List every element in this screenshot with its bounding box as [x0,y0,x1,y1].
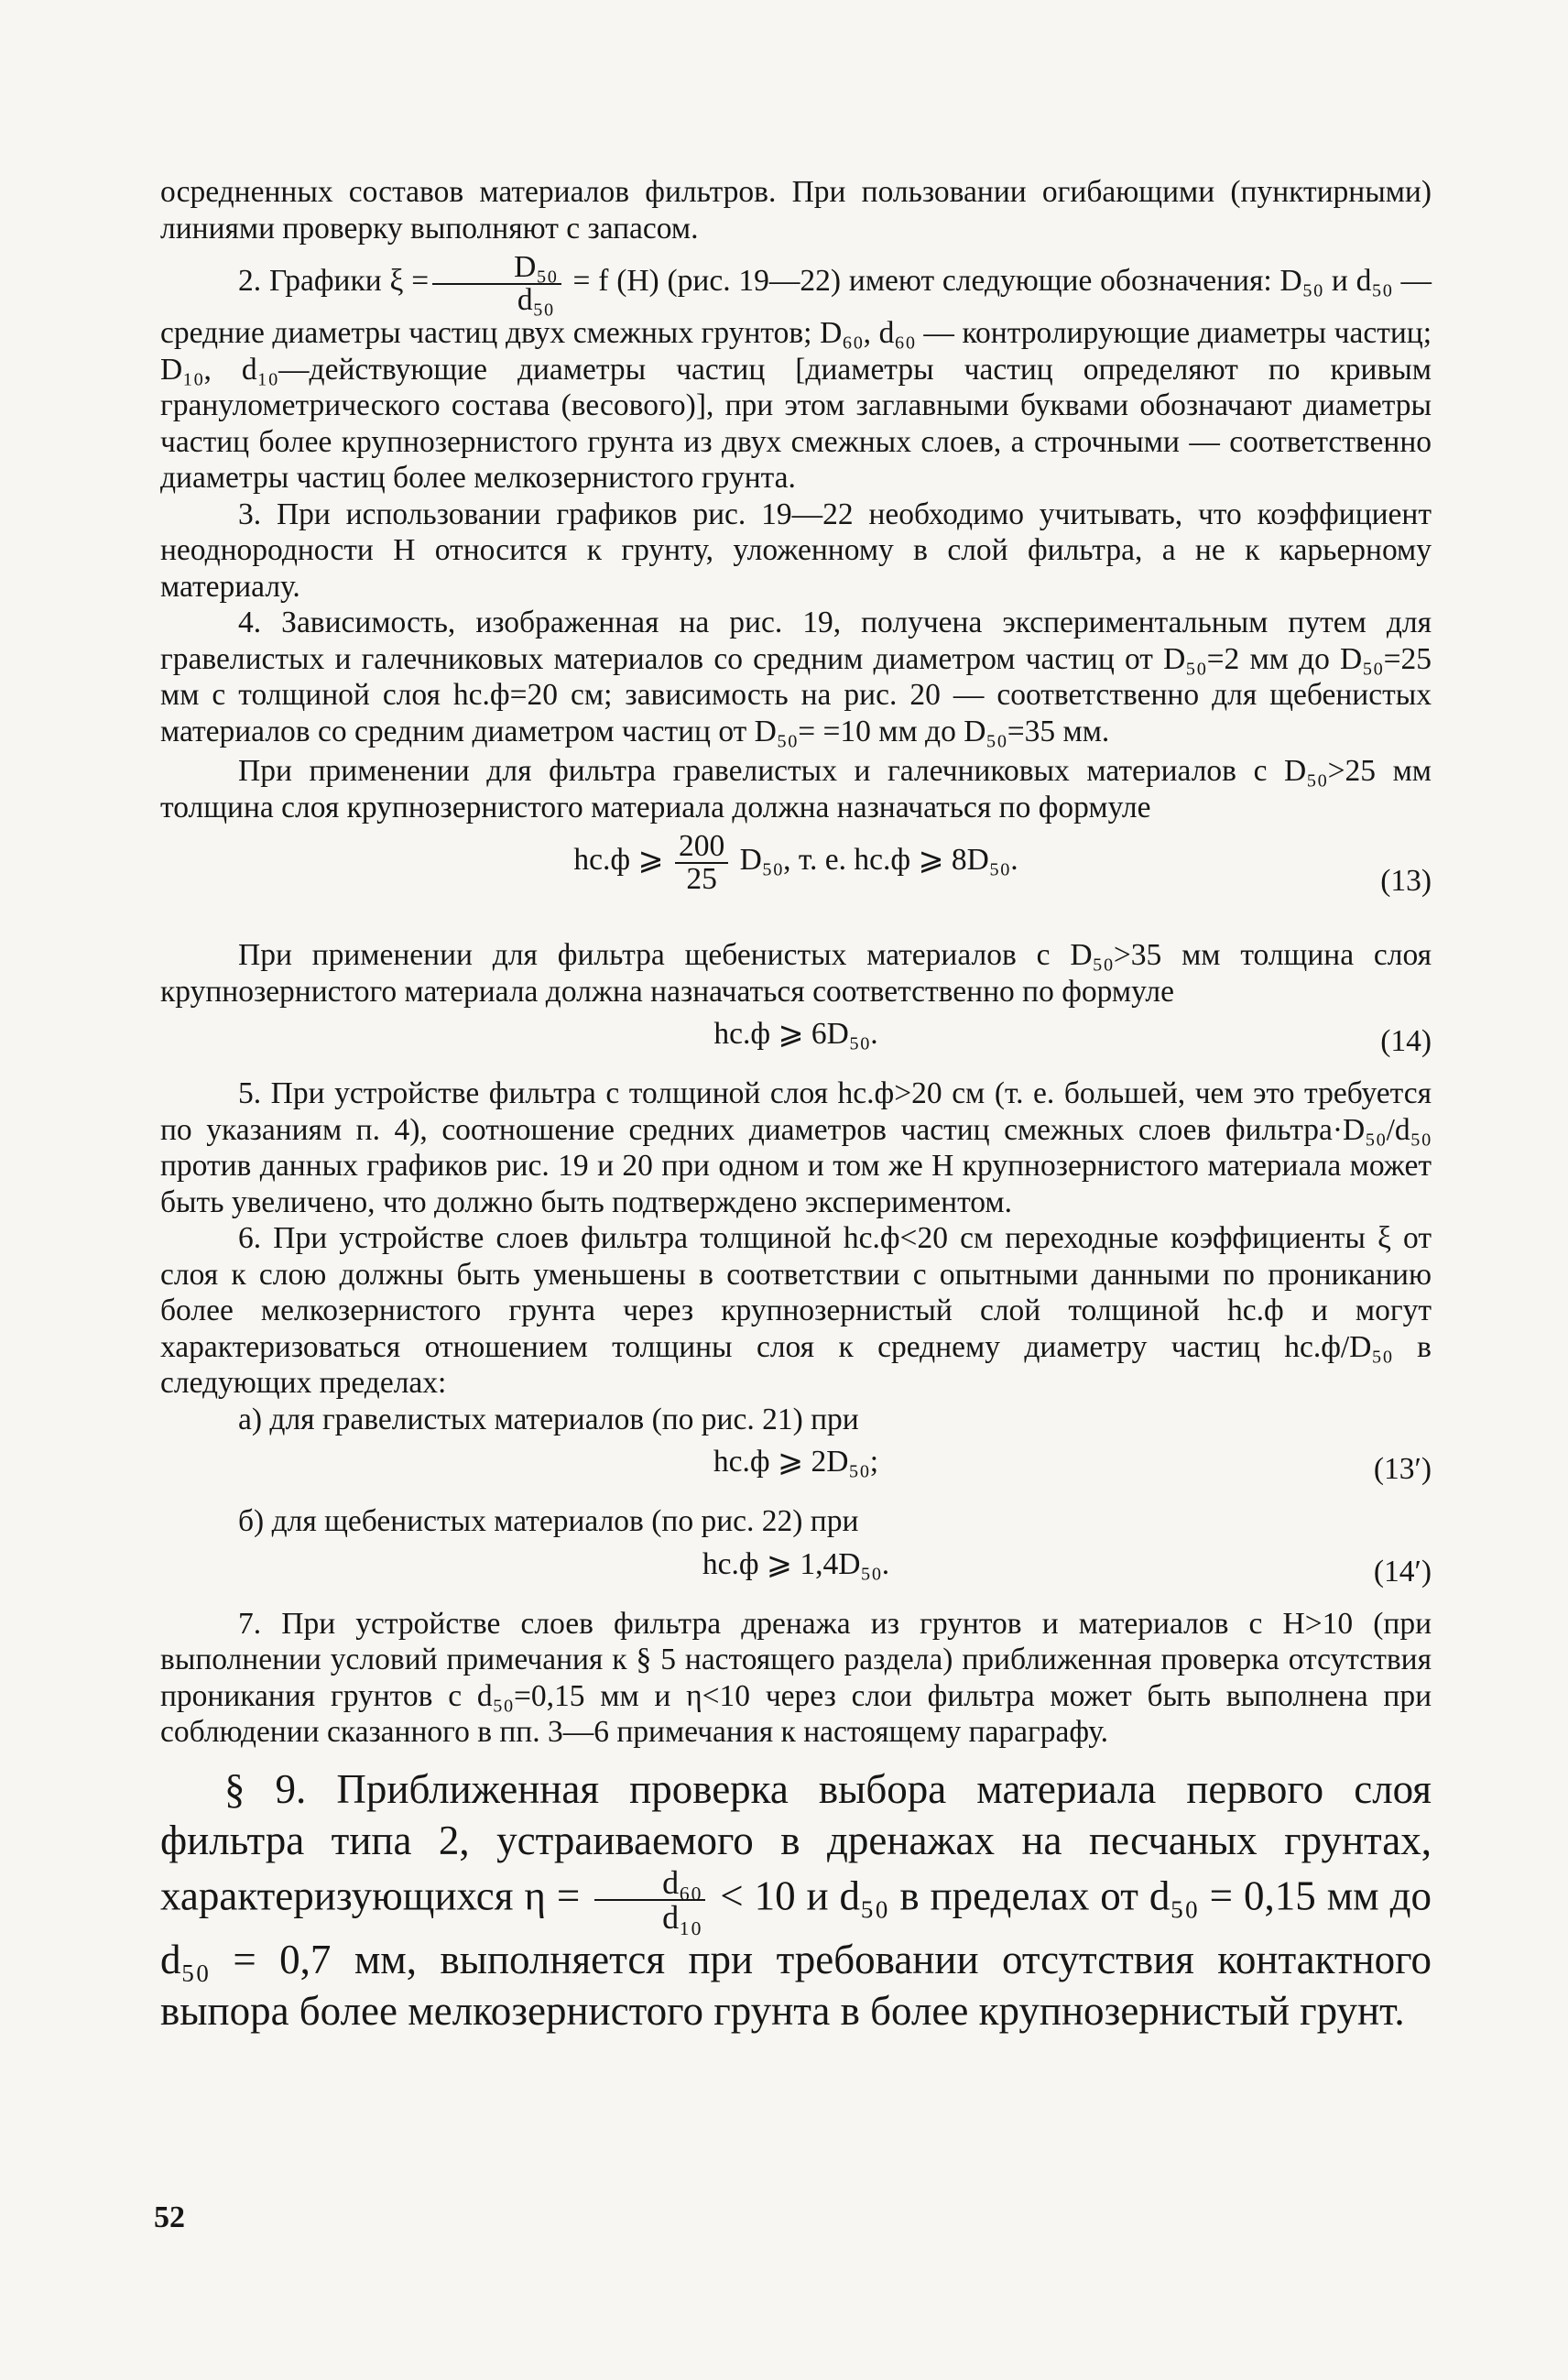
equation-13-fraction [675,831,728,894]
equation-13-rhs: D₅₀, т. е. hс.ф ⩾ 8D₅₀. [739,843,1018,878]
equation-14-prime: hс.ф ⩾ 1,4D₅₀. (14′) [702,1546,1432,1588]
paragraph-2 [160,252,1432,497]
xi-symbol: ξ = [389,264,430,299]
equation-13 [160,831,1432,932]
section-9-text-b: < 10 и d₅₀ в пределах от d₅₀ = 0,15 мм до d₅₀ = 0,7 мм, выполняется при требовании отсутствия контактного выпора более мелкозернистого грунта в более крупнозернистый грунт. [160,1872,1432,2034]
equation-14-prime-label: (14′) [1373,1554,1432,1588]
paragraph-4: 4. Зависимость, изображенная на рис. 19, получена экспериментальным путем для гравелистых и галечниковых материалов со средним диаметром частиц от D₅₀=2 мм до D₅₀=25 мм с толщиной слоя hс.ф=20 см; зависимость на рис. 20 — соответственно для щебенистых материалов со средним диаметром частиц от D₅₀= =10 мм до D₅₀=35 мм. [160,606,1432,748]
equation-13-prime-label: (13′) [1373,1452,1432,1486]
d50-ratio-fraction [432,252,561,315]
equation-14-label: (14) [1380,1024,1432,1058]
section-9-heading [160,1763,1432,2036]
paragraph-6: 6. При устройстве слоев фильтра толщиной hс.ф<20 см переходные коэффициенты ξ от слоя к слою должны быть уменьшены в соответствии с опытными данными по прониканию более мелкозернистого грунта через крупнозернистый слой толщиной hс.ф и могут характеризоваться отношением толщины слоя к среднему диаметру частиц hс.ф/D₅₀ в следующих пределах: [160,1221,1432,1400]
fraction-denominator: d₅₀ [517,282,554,317]
paragraph-6a: а) для гравелистых материалов (по рис. 21) при [238,1402,859,1436]
paragraph-6b: б) для щебенистых материалов (по рис. 22) при [238,1504,859,1538]
section-9-text-a: § 9. Приближенная проверка выбора материала первого слоя фильтра типа 2, устраиваемого в дренажах на песчаных грунтах, характеризующихся η = [160,1765,1432,1918]
page-number: 52 [154,2200,185,2234]
fraction-denominator: 25 [686,861,717,896]
paragraph-4b: При применении для фильтра гравелистых и галечниковых материалов с D₅₀>25 мм толщина слоя крупнозернистого материала должна назначаться по формуле [160,754,1432,824]
equation-13-label: (13) [1380,864,1432,898]
paragraph-7: 7. При устройстве слоев фильтра дренажа из грунтов и материалов с H>10 (при выполнении условий примечания к § 5 настоящего раздела) приближенная проверка отсутствия проникания грунтов с d₅₀=0,15 мм и η<10 через слои фильтра может быть выполнена при соблюдении сказанного в пп. 3—6 примечания к настоящему параграфу. [160,1606,1432,1749]
eta-fraction [594,1863,705,1936]
paragraph-3: 3. При использовании графиков рис. 19—22 необходимо учитывать, что коэффициент неоднородности H относится к грунту, уложенному в слой фильтра, а не к карьерному материалу. [160,497,1432,604]
equation-13-prime: hс.ф ⩾ 2D₅₀; (13′) [713,1445,1432,1486]
paragraph-2-text: = f (H) (рис. 19—22) имеют следующие обозначения: D₅₀ и d₅₀ — средние диаметры частиц двух смежных грунтов; D₆₀, d₆₀ — контролирующие диаметры частиц; D₁₀, d₁₀—действующие диаметры частиц [диаметры частиц определяют по кривым гранулометрического состава (весового)], при этом заглавными буквами обозначают диаметры частиц более крупнозернистого грунта из двух смежных слоев, а строчными — соответственно диаметры частиц более мелкозернистого грунта. [160,264,1432,495]
text-column [160,174,1432,2036]
equation-14: hс.ф ⩾ 6D₅₀. (14) [713,1017,1432,1058]
fraction-numerator: 200 [675,831,728,864]
fraction-numerator: D₅₀ [432,252,561,285]
paragraph-4c: При применении для фильтра щебенистых материалов с D₅₀>35 мм толщина слоя крупнозернистого материала должна назначаться соответственно по формуле [160,938,1432,1009]
paragraph-5: 5. При устройстве фильтра с толщиной слоя hс.ф>20 см (т. е. большей, чем это требуется по указаниям п. 4), соотношение средних диаметров частиц смежных слоев фильтра·D₅₀/d₅₀ против данных графиков рис. 19 и 20 при одном и том же H крупнозернистого материала может быть увеличено, что должно быть подтверждено экспериментом. [160,1076,1432,1219]
paragraph-2-lead: 2. Графики [238,264,382,299]
fraction-numerator: d₆₀ [594,1866,705,1901]
paragraph-intro: осредненных составов материалов фильтров. При пользовании огибающими (пунктирными) линиями проверку выполняют с запасом. [160,175,1432,246]
fraction-denominator: d₁₀ [662,1898,702,1936]
equation-13-lhs: hс.ф ⩾ [573,843,664,878]
